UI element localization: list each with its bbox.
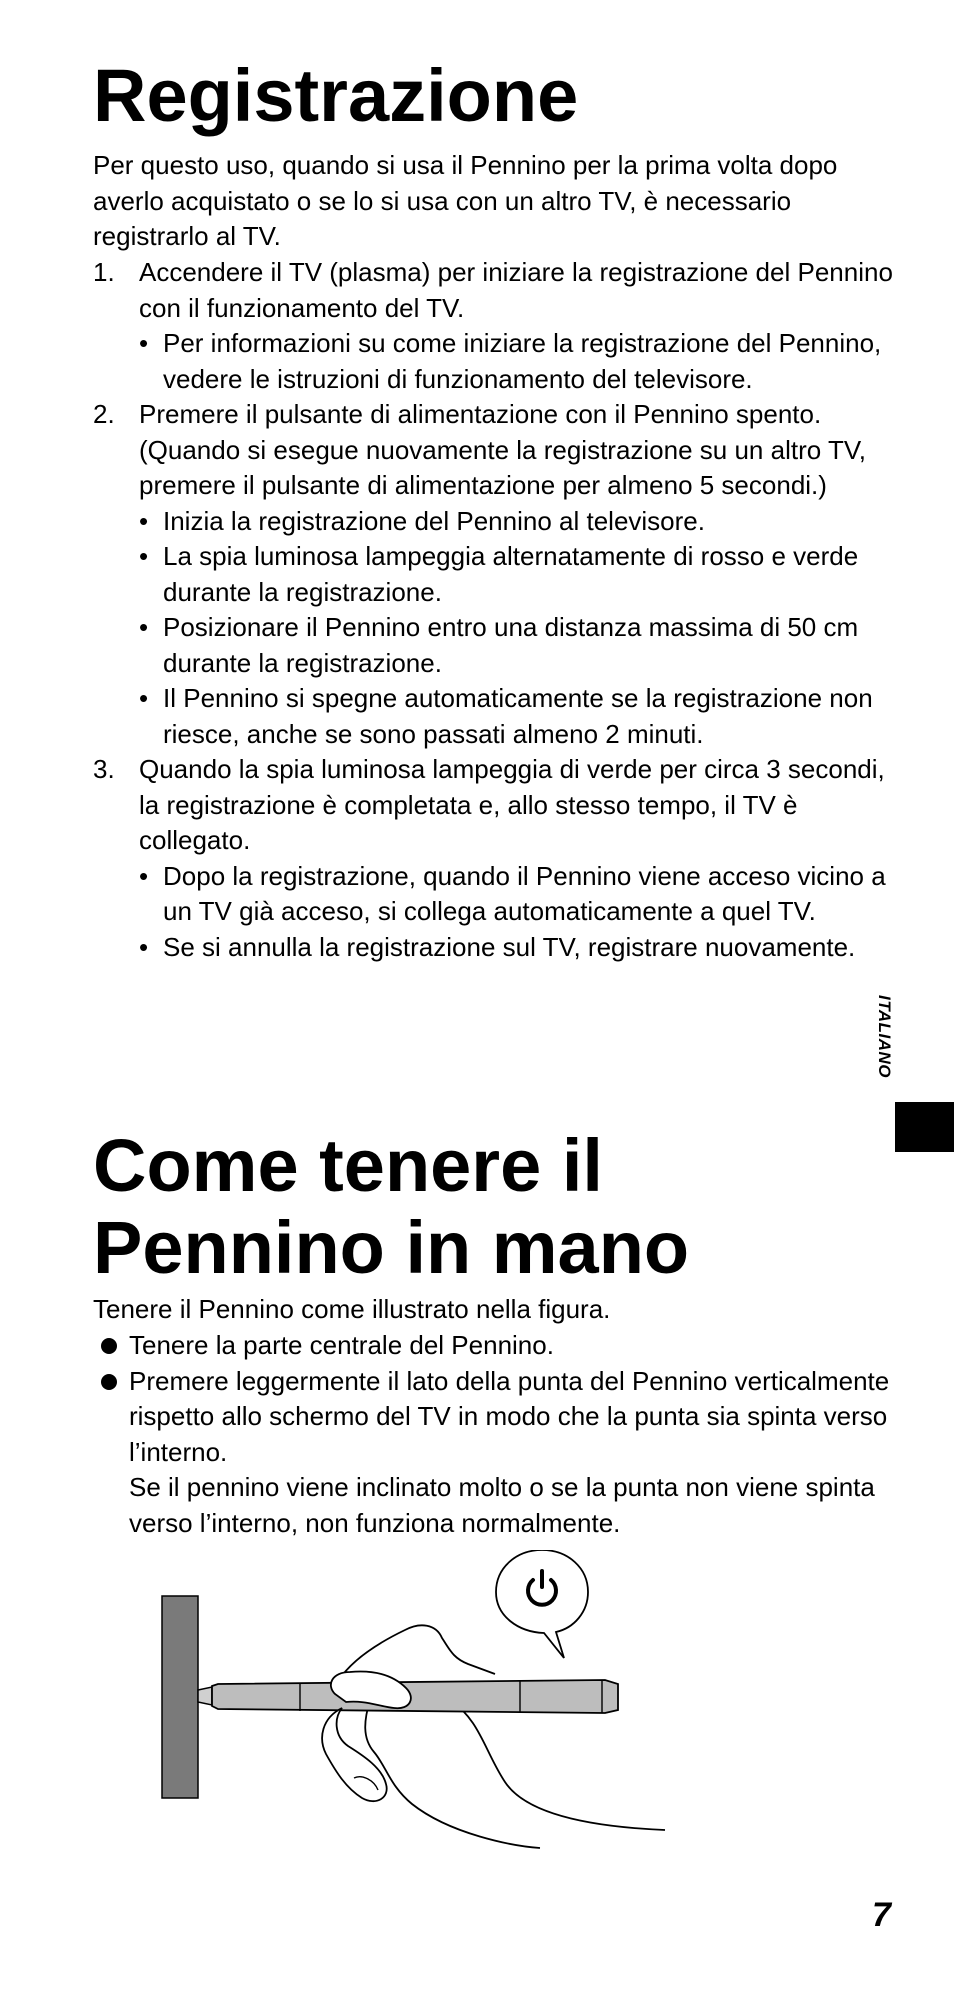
bullet-text: Posizionare il Pennino entro una distanza massima di 50 cm durante la registrazione. [163,612,859,678]
bullet-dot: • [139,541,149,571]
side-tab-block [895,1102,954,1152]
hand-outline [332,1625,665,1848]
holding-bullet [93,1364,893,1542]
bullet-dot: • [139,860,149,891]
section-title-come-tenere: Come tenere il Pennino in mano [93,1124,690,1289]
step-text: Quando la spia luminosa lampeggia di verde per circa 3 secondi, la registrazione è completata e, allo stesso tempo, il TV è collegato. [139,754,885,855]
registration-intro: Per questo uso, quando si usa il Pennino per la prima volta dopo averlo acquistato o se lo si usa con un altro TV, è necessario registrarlo al TV. [93,150,838,251]
step-2 [93,397,893,752]
section-title-registrazione: Registrazione [93,54,579,137]
step-bullet [139,326,893,397]
step-number: 1. [93,257,115,287]
bullet-disc-icon [101,1374,117,1390]
step-number: 3. [93,754,115,784]
bullet-dot: • [139,612,149,642]
step-number: 2. [93,399,115,429]
step-bullet [139,504,893,540]
bullet-text: Inizia la registrazione del Pennino al televisore. [163,505,705,536]
step-bullet [139,859,893,930]
pen-tip [198,1687,212,1705]
holding-bullet-note: Se il pennino viene inclinato molto o se la punta non viene spinta verso l’interno, non funziona normalmente. [129,1472,875,1538]
side-language-label: ITALIANO [875,995,894,1079]
page-number: 7 [872,1896,891,1934]
bullet-text: Per informazioni su come iniziare la registrazione del Pennino, vedere le istruzioni di funzionamento del televisore. [163,328,882,394]
bullet-text: Se si annulla la registrazione sul TV, registrare nuovamente. [163,931,856,962]
step-bullet [139,930,893,966]
holding-intro: Tenere il Pennino come illustrato nella figura. [93,1294,611,1324]
bullet-dot: • [139,328,149,358]
holding-bullet-text: Premere leggermente il lato della punta del Pennino verticalmente rispetto allo schermo del TV in modo che la punta sia spinta verso l’interno. [129,1365,890,1467]
step-bullet [139,681,893,752]
bullet-text: La spia luminosa lampeggia alternatamente di rosso e verde durante la registrazione. [163,541,859,607]
holding-bullet-text: Tenere la parte centrale del Pennino. [129,1330,554,1360]
holding-bullet [93,1328,893,1364]
tv-screen-edge [162,1596,198,1798]
bullet-text: Dopo la registrazione, quando il Pennino viene acceso vicino a un TV già acceso, si collega automaticamente a quel TV. [163,860,886,926]
step-1 [93,255,893,397]
step-3 [93,752,893,965]
bullet-dot: • [139,683,149,713]
pen-body [212,1680,618,1713]
hand-holding-pen-illustration [150,1550,690,1850]
bullet-disc-icon [101,1338,117,1354]
bullet-text: Il Pennino si spegne automaticamente se la registrazione non riesce, anche se sono passati almeno 2 minuti. [163,683,873,749]
bullet-dot: • [139,505,149,536]
step-text: Premere il pulsante di alimentazione con il Pennino spento. (Quando si esegue nuovamente la registrazione su un altro TV, premere il pulsante di alimentazione per almeno 5 secondi.) [139,399,867,500]
step-bullet [139,539,893,610]
step-text: Accendere il TV (plasma) per iniziare la registrazione del Pennino con il funzionamento del TV. [139,257,893,323]
holding-bullets [93,1328,893,1541]
registration-steps [93,255,893,965]
step-bullet [139,610,893,681]
bullet-dot: • [139,931,149,962]
